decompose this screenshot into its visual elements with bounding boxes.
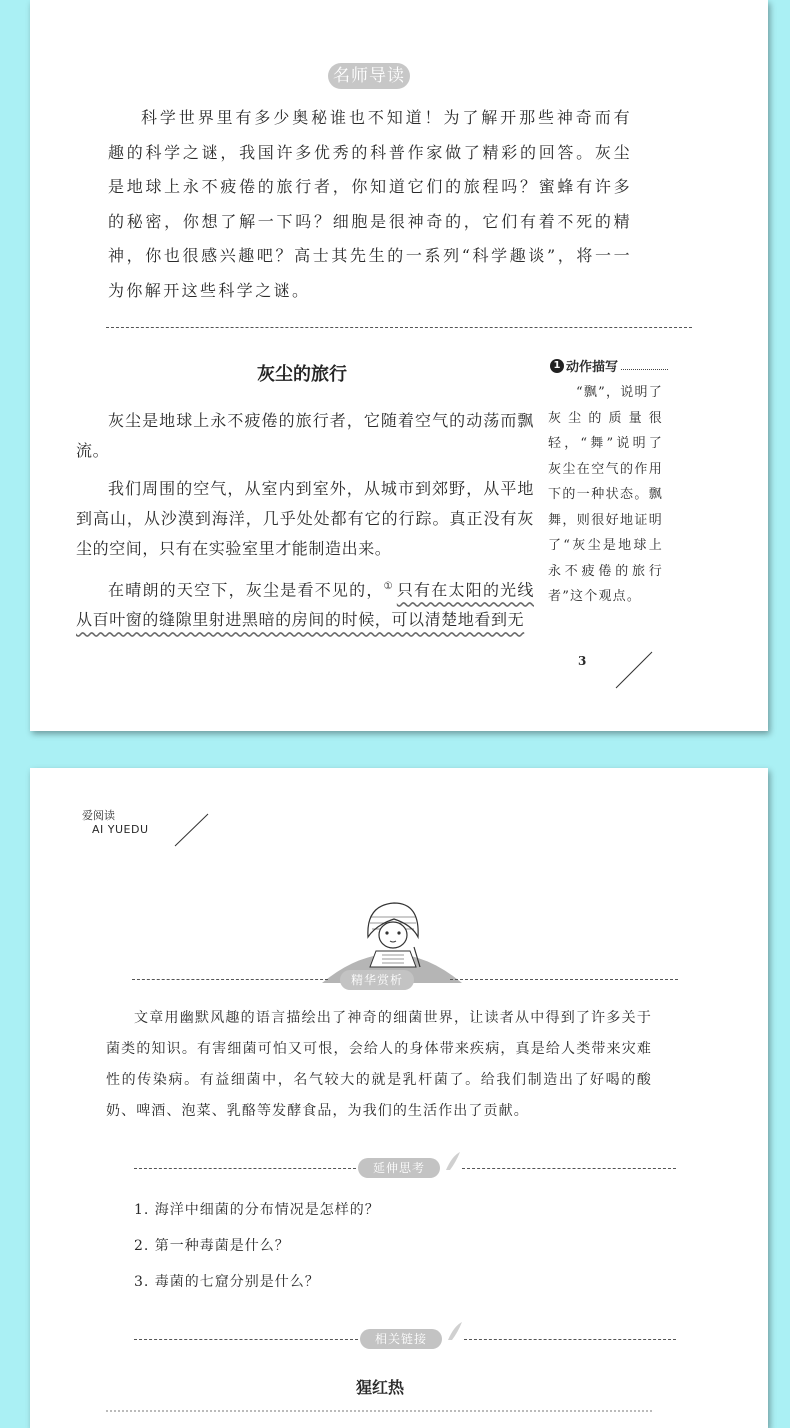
page-number: 3 — [578, 654, 587, 668]
list-item: 3. 毒菌的七窟分别是什么？ — [134, 1274, 320, 1290]
list-item: 2. 第一种毒菌是什么？ — [134, 1238, 290, 1254]
article-body — [76, 406, 534, 643]
dotted-leader — [621, 361, 668, 370]
analysis-paragraph: 文章用幽默风趣的语言描绘出了神奇的细菌世界，让读者从中得到了许多关于菌类的知识。有害细菌可怕又可恨，会给人的身体带来疾病，真是给人类带来灾难性的传染病。有益细菌中，名气较大的就是乳杆菌了。给我们制造出了好喝的酸奶、啤酒、泡菜、乳酪等发酵食品，为我们的生活作出了贡献。 — [106, 1010, 652, 1119]
brush-flourish-icon — [444, 1150, 462, 1172]
sidenote-heading — [550, 356, 668, 375]
intro-paragraph: 科学世界里有多少奥秘谁也不知道！为了解开那些神奇而有趣的科学之谜，我国许多优秀的科普作家做了精彩的回答。灰尘是地球上永不疲倦的旅行者，你知道它们的旅程吗？蜜蜂有许多的秘密，你想了解一下吗？细胞是很神奇的，它们有着不死的精神，你也很感兴趣吧？高士其先生的一系列“科学趣谈”，将一一为你解开这些科学之谜。 — [108, 108, 632, 300]
section-divider — [464, 1339, 676, 1340]
sidenote-text: “飘”，说明了灰尘的质量很轻，“舞”说明了灰尘在空气的作用下的一种状态。飘舞，则很好地证明了“灰尘是地球上永不疲倦的旅行者”这个观点。 — [548, 385, 663, 604]
sidenote-title: 动作描写 — [566, 360, 619, 375]
article-paragraph: 我们周围的空气，从室内到室外，从城市到郊野，从平地到高山，从沙漠到海洋，几乎处处都有它的行踪。真正没有灰尘的空间，只有在实验室里才能制造出来。 — [76, 479, 534, 558]
brand-name-en: AI YUEDU — [92, 823, 149, 836]
section-divider — [134, 1339, 358, 1340]
link-heading-badge: 相关链接 — [360, 1329, 442, 1349]
annotation-marker: ① — [383, 581, 394, 592]
brush-flourish-icon — [446, 1320, 464, 1342]
article-title: 灰尘的旅行 — [257, 364, 347, 385]
article-paragraph: 灰尘是地球上永不疲倦的旅行者，它随着空气的动荡而飘流。 — [76, 411, 534, 460]
section-divider — [132, 979, 328, 980]
page-number-slash-icon — [612, 650, 654, 690]
section-divider — [134, 1168, 356, 1169]
paragraph-text: 在晴朗的天空下，灰尘是看不见的， — [108, 580, 384, 600]
question-list — [134, 1192, 380, 1300]
article-paragraph — [76, 572, 534, 635]
link-article-title: 猩红热 — [355, 1378, 404, 1397]
cropped-text-line — [106, 1410, 652, 1420]
section-divider — [462, 1168, 676, 1169]
brand-slash-icon — [172, 812, 210, 848]
extend-heading-badge: 延伸思考 — [358, 1158, 440, 1178]
section-divider — [450, 979, 678, 980]
list-item: 1. 海洋中细菌的分布情况是怎样的？ — [134, 1202, 380, 1218]
section-divider — [106, 327, 692, 328]
brand-name-cn: 爱阅读 — [82, 809, 115, 822]
intro-heading-badge: 名师导读 — [328, 63, 410, 89]
underlined-passage: 只有在太阳的光线从百叶窗的缝隙里射进黑暗的房间的时候，可以清楚地看到无 — [76, 580, 534, 630]
analysis-heading-badge: 精华赏析 — [340, 970, 414, 990]
sidenote-number-badge: 1 — [550, 359, 564, 373]
